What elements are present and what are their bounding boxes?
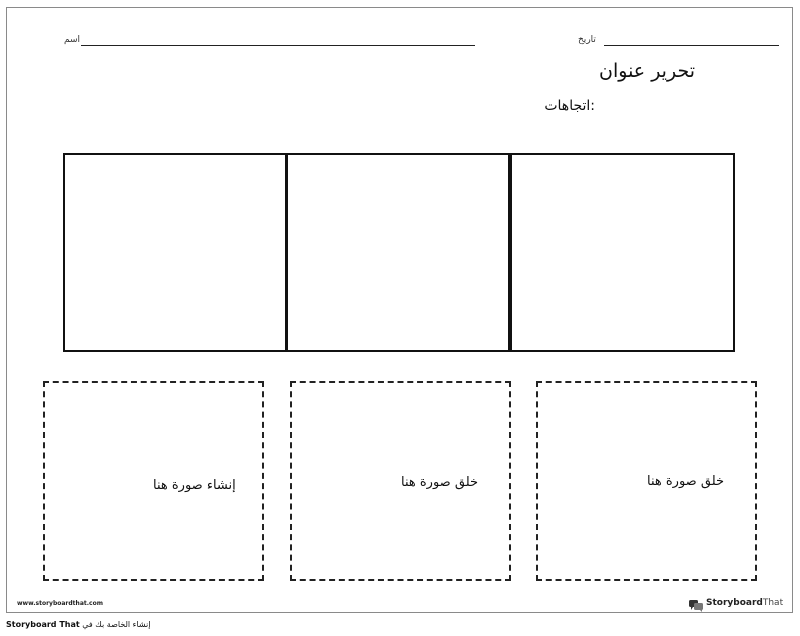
storyboard-cell-3[interactable] bbox=[510, 153, 735, 352]
logo-name: Storyboard bbox=[706, 598, 763, 608]
credit-brand[interactable]: Storyboard That bbox=[6, 620, 80, 629]
image-placeholder-3-text: خلق صورة هنا bbox=[647, 474, 725, 489]
name-field[interactable] bbox=[81, 45, 475, 46]
storyboardthat-logo bbox=[689, 595, 783, 611]
credit-text: إنشاء الخاصة بك في bbox=[82, 620, 151, 629]
worksheet-page bbox=[6, 7, 793, 613]
storyboard-cell-1[interactable] bbox=[63, 153, 287, 352]
worksheet-title[interactable]: تحرير عنوان bbox=[599, 60, 695, 82]
website-url: www.storyboardthat.com bbox=[17, 600, 103, 607]
date-label: تاريخ bbox=[578, 35, 596, 45]
image-placeholder-1-text: إنشاء صورة هنا bbox=[153, 478, 236, 493]
logo-suffix: That bbox=[762, 598, 784, 608]
speech-bubble-icon bbox=[689, 597, 703, 609]
name-label: اسم bbox=[64, 35, 81, 45]
credit-line bbox=[6, 620, 150, 629]
instructions-label[interactable]: اتجاهات: bbox=[544, 98, 595, 114]
storyboard-cell-2[interactable] bbox=[286, 153, 510, 352]
image-placeholder-2-text: خلق صورة هنا bbox=[401, 475, 479, 490]
date-field[interactable] bbox=[604, 45, 779, 46]
